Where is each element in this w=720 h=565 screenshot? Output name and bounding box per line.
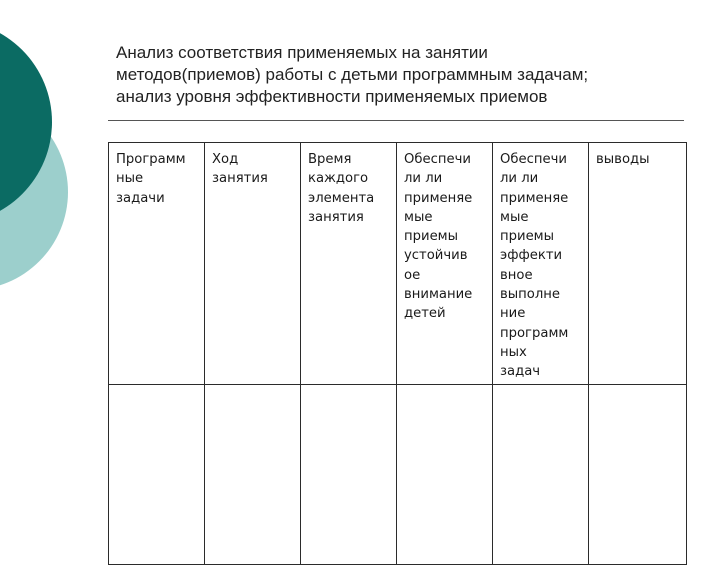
header-conclusions: выводы <box>589 143 687 385</box>
header-lesson-course: Ход занятия <box>205 143 301 385</box>
header-effectiveness: Обеспечи ли ли применяе мые приемы эффекти вное выполне ние программ ных задач <box>493 143 589 385</box>
title-line: методов(приемов) работы с детьми программным задачам; <box>116 65 589 84</box>
decorative-circles <box>0 0 100 300</box>
table-header-row <box>109 143 687 385</box>
header-program-tasks: Программ ные задачи <box>109 143 205 385</box>
table-cell[interactable] <box>493 384 589 564</box>
table-row <box>109 384 687 564</box>
slide-title <box>116 42 696 108</box>
table-cell[interactable] <box>589 384 687 564</box>
header-element-time: Время каждого элемента занятия <box>301 143 397 385</box>
title-divider <box>108 120 684 121</box>
analysis-table <box>108 142 687 565</box>
table-cell[interactable] <box>205 384 301 564</box>
header-attention: Обеспечи ли ли применяе мые приемы устойчив ое внимание детей <box>397 143 493 385</box>
title-line: Анализ соответствия применяемых на занятии <box>116 43 488 62</box>
table-cell[interactable] <box>301 384 397 564</box>
title-line: анализ уровня эффективности применяемых приемов <box>116 87 548 106</box>
table-cell[interactable] <box>397 384 493 564</box>
table-cell[interactable] <box>109 384 205 564</box>
